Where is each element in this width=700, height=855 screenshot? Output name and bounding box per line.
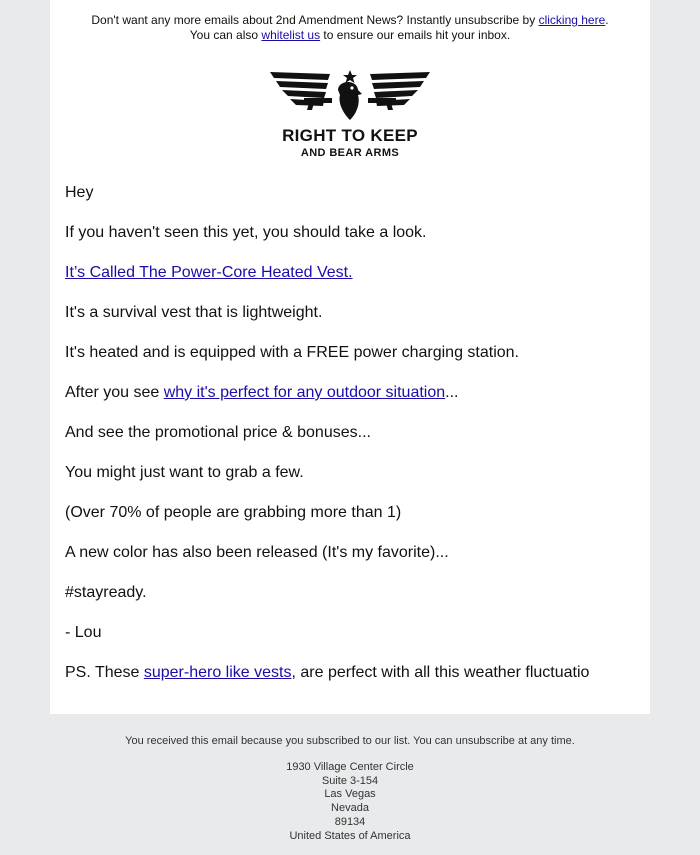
body-paragraph: A new color has also been released (It's my favorite)... — [65, 544, 449, 561]
whitelist-prefix: You can also — [189, 28, 262, 42]
unsubscribe-link[interactable]: clicking here — [538, 13, 606, 27]
email-footer — [0, 734, 700, 843]
email-card — [50, 0, 650, 714]
address-zip: 89134 — [334, 815, 366, 828]
whitelist-link[interactable]: whitelist us — [261, 28, 321, 42]
mailing-address — [0, 761, 700, 843]
outdoor-suffix: ... — [445, 384, 459, 401]
ps-prefix: PS. These — [65, 664, 144, 681]
signoff: - Lou — [65, 624, 102, 641]
vest-paragraph — [65, 263, 645, 303]
logo-subtitle: AND BEAR ARMS — [300, 147, 400, 159]
address-city: Las Vegas — [324, 788, 376, 801]
eagle-icon — [268, 68, 432, 124]
outdoor-prefix: After you see — [65, 384, 164, 401]
address-street: 1930 Village Center Circle — [286, 761, 414, 773]
whitelist-suffix: to ensure our emails hit your inbox. — [320, 28, 511, 42]
ps-paragraph — [65, 663, 645, 703]
brand-logo — [268, 68, 432, 162]
address-suite: Suite 3-154 — [321, 774, 379, 787]
body-paragraph: You might just want to grab a few. — [65, 464, 304, 481]
unsubscribe-notice — [50, 13, 650, 43]
outdoor-paragraph — [65, 383, 645, 423]
ps-suffix: , are perfect with all this weather fluctuatio — [291, 664, 590, 681]
outdoor-link[interactable]: why it's perfect for any outdoor situation — [163, 384, 446, 401]
unsubscribe-line — [50, 13, 650, 28]
whitelist-line — [50, 28, 650, 43]
footer-note: You received this email because you subscribed to our list. You can unsubscribe at any time. — [125, 735, 575, 747]
address-country: United States of America — [289, 829, 411, 842]
ps-link[interactable]: super-hero like vests — [143, 664, 292, 681]
unsubscribe-prefix: Don't want any more emails about 2nd Amendment News? Instantly unsubscribe by — [91, 13, 539, 27]
logo-title: RIGHT TO KEEP — [282, 126, 418, 145]
body-paragraph: If you haven't seen this yet, you should take a look. — [65, 224, 427, 241]
body-paragraph: It's a survival vest that is lightweight. — [65, 304, 323, 321]
body-paragraph: It's heated and is equipped with a FREE power charging station. — [65, 344, 519, 361]
hashtag: #stayready. — [65, 584, 147, 601]
greeting: Hey — [65, 184, 94, 201]
email-body — [65, 183, 645, 703]
unsubscribe-suffix: . — [605, 13, 609, 27]
body-paragraph: (Over 70% of people are grabbing more than 1) — [65, 504, 402, 521]
address-state: Nevada — [331, 802, 369, 815]
vest-link[interactable]: It’s Called The Power-Core Heated Vest. — [65, 264, 353, 281]
body-paragraph: And see the promotional price & bonuses... — [65, 424, 371, 441]
